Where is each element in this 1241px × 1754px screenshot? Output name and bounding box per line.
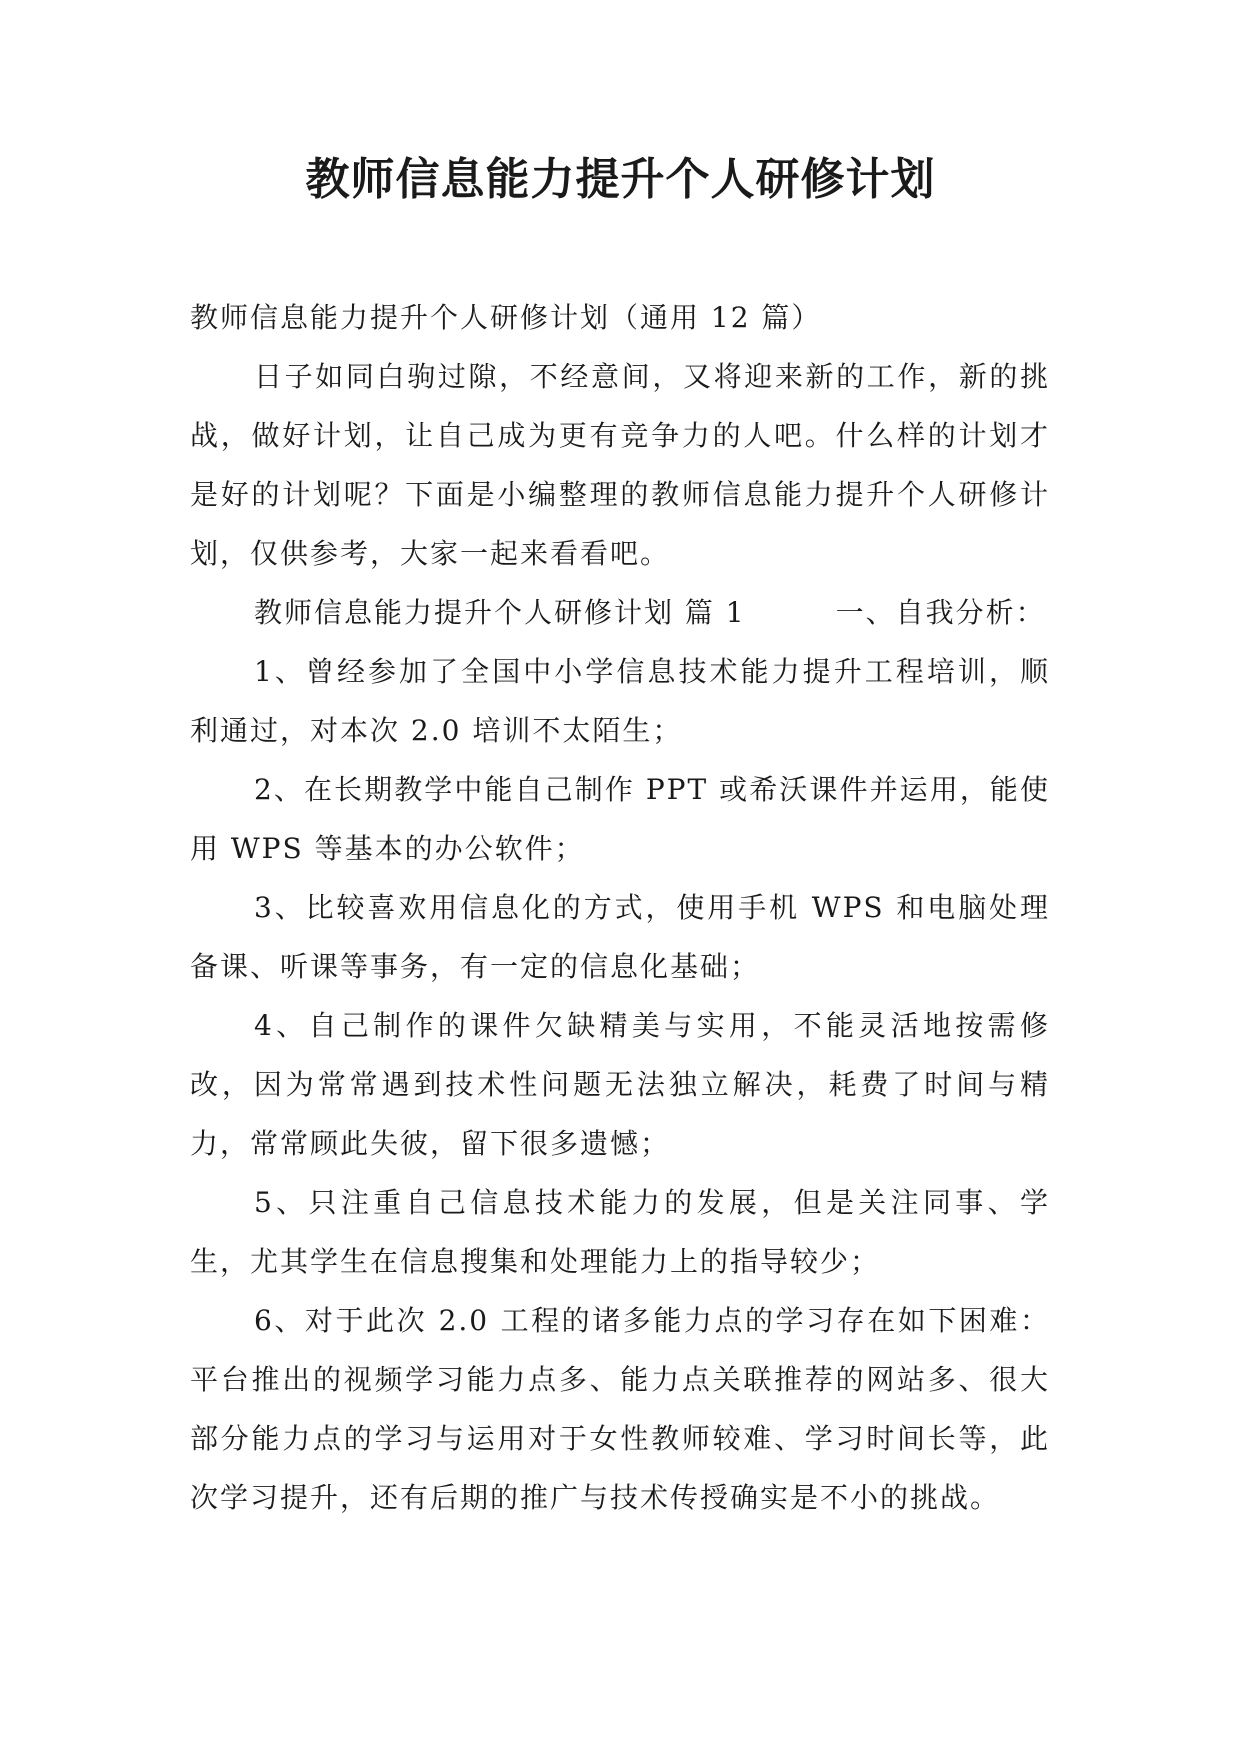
document-title: 教师信息能力提升个人研修计划 bbox=[305, 154, 936, 205]
list-item-6: 6、对于此次 2.0 工程的诸多能力点的学习存在如下困难：平台推出的视频学习能力点多、能力点关联推荐的网站多、很大部分能力点的学习与运用对于女性教师较难、学习时间长等，此次学习提升，还有后期的推广与技术传授确实是不小的挑战。 bbox=[190, 1304, 1050, 1514]
document-body bbox=[190, 288, 1050, 1527]
subtitle-paragraph: 教师信息能力提升个人研修计划（通用 12 篇） bbox=[190, 301, 822, 334]
list-item-5: 5、只注重自己信息技术能力的发展，但是关注同事、学生，尤其学生在信息搜集和处理能力上的指导较少； bbox=[190, 1186, 1050, 1278]
list-item-4: 4、自己制作的课件欠缺精美与实用，不能灵活地按需修改，因为常常遇到技术性问题无法独立解决，耗费了时间与精力，常常顾此失彼，留下很多遗憾； bbox=[190, 1009, 1050, 1160]
list-item-2: 2、在长期教学中能自己制作 PPT 或希沃课件并运用，能使用 WPS 等基本的办公软件； bbox=[190, 773, 1050, 865]
list-item-1: 1、曾经参加了全国中小学信息技术能力提升工程培训，顺利通过，对本次 2.0 培训不太陌生； bbox=[190, 655, 1050, 747]
intro-paragraph: 日子如同白驹过隙，不经意间，又将迎来新的工作，新的挑战，做好计划，让自己成为更有竞争力的人吧。什么样的计划才是好的计划呢？下面是小编整理的教师信息能力提升个人研修计划，仅供参考，大家一起来看看吧。 bbox=[190, 360, 1050, 570]
section-heading-paragraph: 教师信息能力提升个人研修计划 篇 1 一、自我分析： bbox=[254, 596, 1046, 629]
list-item-3: 3、比较喜欢用信息化的方式，使用手机 WPS 和电脑处理备课、听课等事务，有一定的信息化基础； bbox=[190, 891, 1050, 983]
